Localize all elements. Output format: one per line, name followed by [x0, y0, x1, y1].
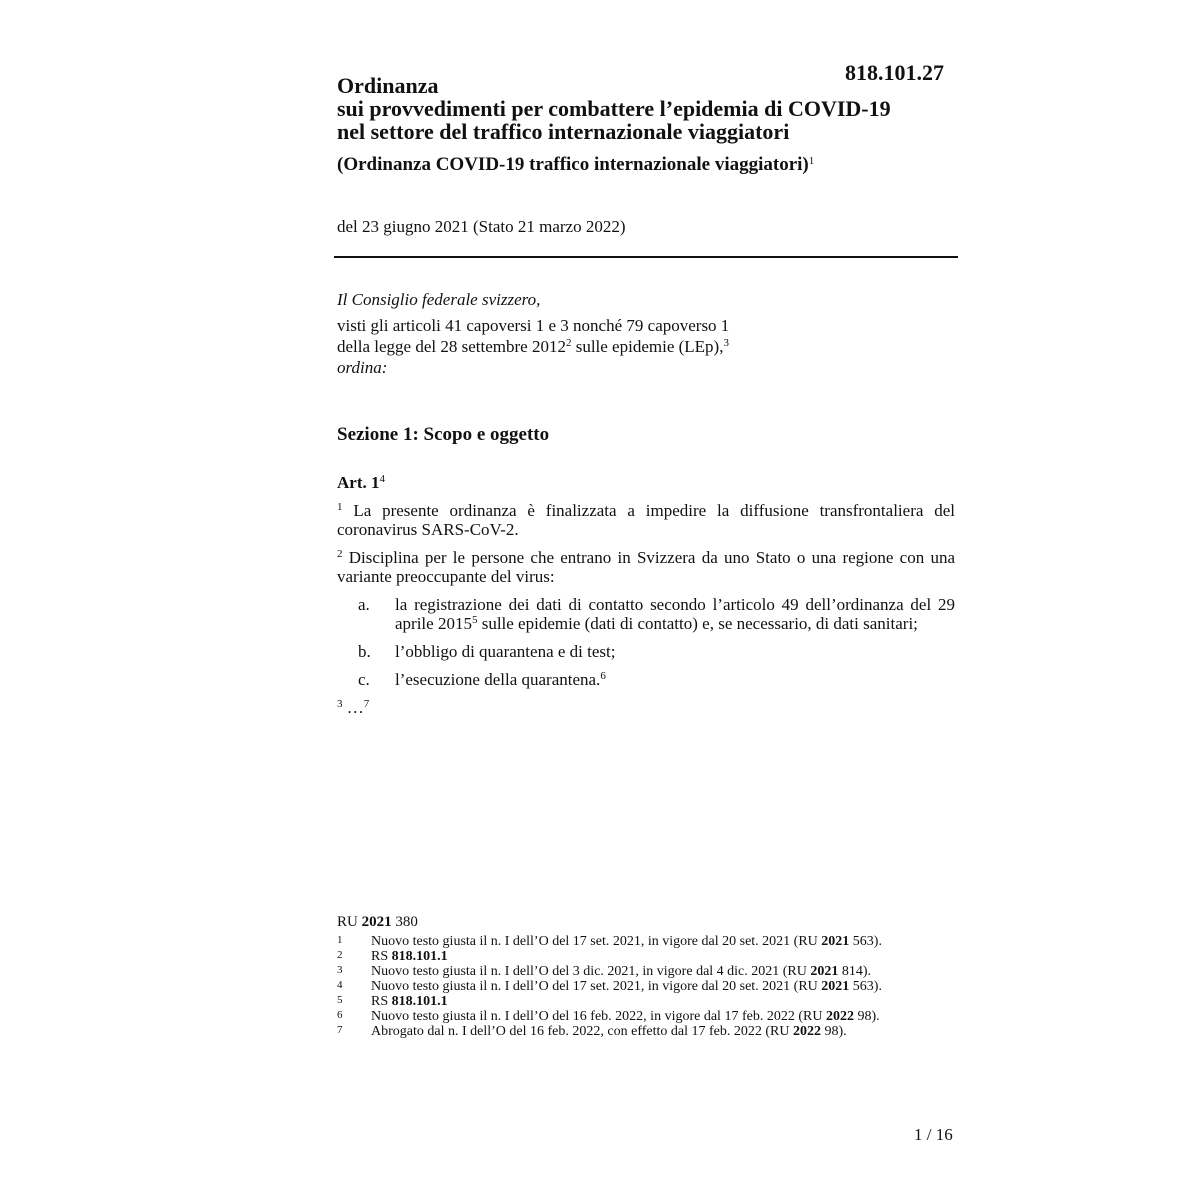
- paragraph-text: …: [342, 698, 364, 717]
- footnote-ref[interactable]: 3: [723, 337, 729, 349]
- item-label: a.: [358, 595, 370, 614]
- paragraph-text: Disciplina per le persone che entrano in Svizzera da uno Stato o una regione con una variante preoccupante del virus:: [337, 548, 955, 586]
- footnote-bold: 2021: [810, 964, 839, 979]
- footnotes: [337, 934, 957, 1039]
- footnote-ref[interactable]: 1: [808, 155, 815, 167]
- title-line: nel settore del traffico internazionale viaggiatori: [337, 119, 790, 144]
- footnote-text: [371, 994, 957, 1009]
- footnote-text: [371, 979, 957, 994]
- footnote-bold: 2022: [792, 1024, 821, 1039]
- footnote-text-part: RS: [371, 994, 392, 1009]
- page-number: 1 / 16: [914, 1125, 953, 1144]
- footnote-text-part: Abrogato dal n. I dell’O del 16 feb. 2022, con effetto dal 17 feb. 2022 (RU: [371, 1024, 793, 1039]
- footnote: [337, 949, 957, 964]
- footnote-text: [371, 964, 957, 979]
- footnote-text-part: Nuovo testo giusta il n. I dell’O del 17 set. 2021, in vigore dal 20 set. 2021 (RU: [371, 979, 822, 994]
- paragraph-3: [337, 698, 955, 717]
- short-title: [337, 154, 814, 176]
- paragraph-number: 3: [337, 698, 343, 710]
- document-title: [337, 74, 967, 143]
- section-heading: Sezione 1: Scopo e oggetto: [337, 424, 550, 445]
- item-label: b.: [358, 642, 371, 661]
- footnote-text-part: Nuovo testo giusta il n. I dell’O del 17 set. 2021, in vigore dal 20 set. 2021 (RU: [371, 934, 822, 949]
- date-status-line: del 23 giugno 2021 (Stato 21 marzo 2022): [337, 217, 626, 236]
- preamble: [337, 289, 957, 378]
- footnote-bold: 818.101.1: [391, 949, 448, 964]
- footnote-text-part: Nuovo testo giusta il n. I dell’O del 16 feb. 2022, in vigore dal 17 feb. 2022 (RU: [371, 1009, 826, 1024]
- preamble-basis: [337, 315, 957, 357]
- footnote-number: 3: [337, 964, 343, 976]
- footnote: [337, 994, 957, 1009]
- list-item: [337, 670, 955, 689]
- footnote-text-part: 98).: [820, 1024, 847, 1039]
- ru-prefix: RU: [337, 914, 362, 930]
- footnote-text-part: Nuovo testo giusta il n. I dell’O del 3 dic. 2021, in vigore dal 4 dic. 2021 (RU: [371, 964, 811, 979]
- article-title: Art. 1: [337, 473, 380, 492]
- article-body: [337, 501, 955, 726]
- paragraph-number: 1: [337, 501, 343, 513]
- item-label: c.: [358, 670, 370, 689]
- item-text: sulle epidemie (dati di contatto) e, se necessario, di dati sanitari;: [477, 614, 918, 633]
- paragraph-2: [337, 548, 955, 586]
- title-divider: [334, 256, 958, 258]
- title-line: sui provvedimenti per combattere l’epidemia di COVID-19: [337, 96, 891, 121]
- footnote-text: [371, 949, 957, 964]
- footnote-number: 1: [337, 934, 343, 946]
- footnote-ref[interactable]: 5: [471, 614, 478, 626]
- preamble-line: sulle epidemie (LEp),: [571, 337, 724, 356]
- footnote-text-part: 563).: [849, 934, 882, 949]
- item-text: l’esecuzione della quarantena.: [395, 670, 601, 689]
- footnote-bold: 2021: [821, 979, 850, 994]
- preamble-ordina: ordina:: [337, 358, 388, 377]
- ru-reference: [337, 914, 418, 931]
- footnote: [337, 934, 957, 949]
- item-text: la registrazione dei dati di contatto secondo l’articolo 49 dell’ordinanza del 29 aprile 2015: [395, 595, 955, 633]
- list-item: [337, 642, 955, 661]
- footnote: [337, 1024, 957, 1039]
- footnote-text: [371, 1024, 957, 1039]
- footnote-bold: 818.101.1: [391, 994, 448, 1009]
- item-list: [337, 595, 955, 689]
- ru-year: 2021: [361, 914, 392, 930]
- title-line: Ordinanza: [337, 73, 439, 98]
- footnote-text-part: 563).: [849, 979, 882, 994]
- footnote-ref[interactable]: 6: [600, 670, 606, 682]
- paragraph-text: La presente ordinanza è finalizzata a impedire la diffusione transfrontaliera del coronavirus SARS-CoV-2.: [337, 501, 955, 539]
- footnote-number: 2: [337, 949, 343, 961]
- footnote-text-part: 814).: [838, 964, 872, 979]
- footnote: [337, 1009, 957, 1024]
- short-title-text: (Ordinanza COVID-19 traffico internazionale viaggiatori): [337, 154, 809, 175]
- item-text: l’obbligo di quarantena e di test;: [395, 642, 616, 661]
- paragraph-number: 2: [337, 548, 343, 560]
- sr-number: 818.101.27: [845, 60, 944, 85]
- footnote-number: 4: [337, 979, 343, 991]
- ru-page: 380: [391, 914, 418, 930]
- paragraph-1: [337, 501, 955, 539]
- footnote-bold: 2022: [825, 1009, 854, 1024]
- preamble-line: visti gli articoli 41 capoversi 1 e 3 nonché 79 capoverso 1: [337, 316, 730, 335]
- preamble-issuer: Il Consiglio federale svizzero,: [337, 290, 541, 309]
- footnote-text: [371, 1009, 957, 1024]
- preamble-line: della legge del 28 settembre 2012: [337, 337, 566, 356]
- footnote: [337, 979, 957, 994]
- footnote-number: 5: [337, 994, 343, 1006]
- footnote-ref[interactable]: 2: [565, 337, 572, 349]
- footnote-bold: 2021: [821, 934, 850, 949]
- article-heading: [337, 473, 385, 493]
- list-item: [337, 595, 955, 633]
- footnote-text-part: 98).: [853, 1009, 880, 1024]
- footnote-text: [371, 934, 957, 949]
- footnote-number: 7: [337, 1024, 343, 1036]
- footnote-text-part: RS: [371, 949, 392, 964]
- footnote-number: 6: [337, 1009, 343, 1021]
- footnote: [337, 964, 957, 979]
- footnote-ref[interactable]: 4: [379, 473, 385, 485]
- footnote-ref[interactable]: 7: [363, 698, 370, 710]
